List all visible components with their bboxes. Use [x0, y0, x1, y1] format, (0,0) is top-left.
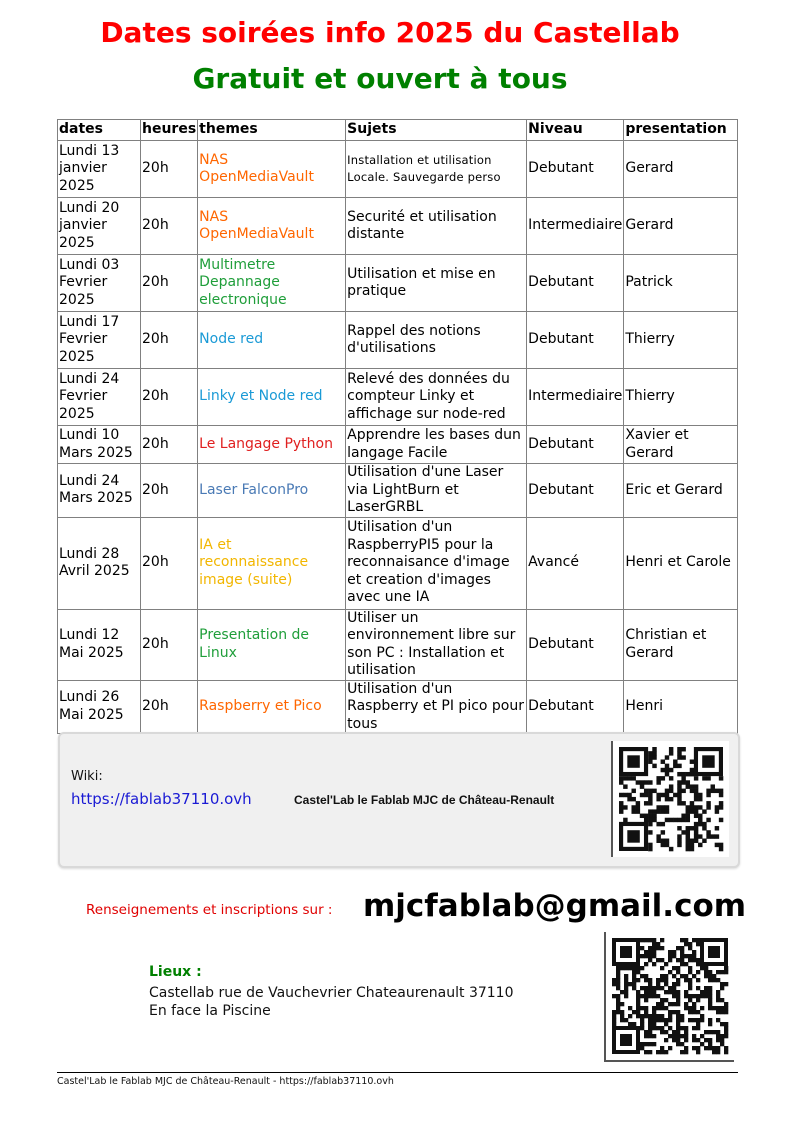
contact-email[interactable]: mjcfablab@gmail.com — [363, 888, 747, 924]
cell-date: Lundi 03 Fevrier 2025 — [58, 255, 141, 312]
table-row — [58, 255, 738, 312]
lieux-address: Castellab rue de Vauchevrier Chateaurenault 37110 — [149, 985, 514, 1001]
cell-sujet: Utilisation d'un Raspberry et PI pico pour tous — [346, 680, 527, 734]
cell-niveau: Intermediaire — [527, 198, 624, 255]
cell-sujet: Relevé des données du compteur Linky et affichage sur node-red — [346, 369, 527, 426]
table-row — [58, 609, 738, 680]
cell-theme: Presentation de Linux — [198, 609, 346, 680]
qr-code-wiki — [611, 741, 729, 857]
cell-theme: Laser FalconPro — [198, 464, 346, 518]
wiki-panel — [58, 732, 740, 868]
table-row — [58, 198, 738, 255]
cell-niveau: Intermediaire — [527, 369, 624, 426]
cell-niveau: Debutant — [527, 680, 624, 734]
cell-niveau: Avancé — [527, 517, 624, 609]
footer-divider — [57, 1072, 738, 1073]
cell-date: Lundi 17 Fevrier 2025 — [58, 312, 141, 369]
cell-sujet: Installation et utilisation Locale. Sauvegarde perso — [346, 141, 527, 198]
cell-date: Lundi 24 Fevrier 2025 — [58, 369, 141, 426]
cell-niveau: Debutant — [527, 426, 624, 464]
lieux-label: Lieux : — [149, 964, 202, 980]
cell-presentation: Henri — [624, 680, 738, 734]
table-header-row — [58, 120, 738, 141]
page-subtitle: Gratuit et ouvert à tous — [192, 62, 568, 95]
table-row — [58, 426, 738, 464]
cell-heure: 20h — [141, 312, 198, 369]
registration-label: Renseignements et inscriptions sur : — [86, 902, 333, 918]
cell-heure: 20h — [141, 369, 198, 426]
column-header-presentation: presentation — [624, 120, 738, 141]
cell-presentation: Gerard — [624, 141, 738, 198]
cell-theme: IA et reconnaissance image (suite) — [198, 517, 346, 609]
column-header-niveau: Niveau — [527, 120, 624, 141]
cell-niveau: Debutant — [527, 255, 624, 312]
table-row — [58, 312, 738, 369]
cell-theme: NAS OpenMediaVault — [198, 141, 346, 198]
qr-code-contact — [604, 932, 734, 1062]
cell-sujet: Apprendre les bases dun langage Facile — [346, 426, 527, 464]
cell-heure: 20h — [141, 517, 198, 609]
cell-presentation: Henri et Carole — [624, 517, 738, 609]
cell-niveau: Debutant — [527, 464, 624, 518]
cell-heure: 20h — [141, 198, 198, 255]
schedule-table — [57, 119, 738, 734]
cell-heure: 20h — [141, 609, 198, 680]
cell-presentation: Thierry — [624, 369, 738, 426]
cell-heure: 20h — [141, 255, 198, 312]
column-header-sujets: Sujets — [346, 120, 527, 141]
cell-niveau: Debutant — [527, 141, 624, 198]
column-header-dates: dates — [58, 120, 141, 141]
cell-heure: 20h — [141, 426, 198, 464]
column-header-heures: heures — [141, 120, 198, 141]
table-row — [58, 141, 738, 198]
cell-niveau: Debutant — [527, 609, 624, 680]
cell-sujet: Utilisation d'une Laser via LightBurn et LaserGRBL — [346, 464, 527, 518]
cell-date: Lundi 20 janvier 2025 — [58, 198, 141, 255]
cell-niveau: Debutant — [527, 312, 624, 369]
cell-sujet: Utilisation et mise en pratique — [346, 255, 527, 312]
cell-sujet: Rappel des notions d'utilisations — [346, 312, 527, 369]
cell-theme: Raspberry et Pico — [198, 680, 346, 734]
footer-text: Castel'Lab le Fablab MJC de Château-Renault - https://fablab37110.ovh — [57, 1076, 394, 1087]
cell-date: Lundi 12 Mai 2025 — [58, 609, 141, 680]
cell-presentation: Xavier et Gerard — [624, 426, 738, 464]
cell-presentation: Patrick — [624, 255, 738, 312]
cell-heure: 20h — [141, 680, 198, 734]
cell-date: Lundi 26 Mai 2025 — [58, 680, 141, 734]
cell-theme: Node red — [198, 312, 346, 369]
cell-presentation: Thierry — [624, 312, 738, 369]
fablab-name: Castel'Lab le Fablab MJC de Château-Renault — [294, 793, 555, 807]
cell-heure: 20h — [141, 464, 198, 518]
table-row — [58, 464, 738, 518]
wiki-link[interactable]: https://fablab37110.ovh — [71, 790, 252, 808]
cell-presentation: Gerard — [624, 198, 738, 255]
cell-theme: Linky et Node red — [198, 369, 346, 426]
cell-date: Lundi 24 Mars 2025 — [58, 464, 141, 518]
cell-theme: Le Langage Python — [198, 426, 346, 464]
column-header-themes: themes — [198, 120, 346, 141]
table-row — [58, 680, 738, 734]
cell-date: Lundi 10 Mars 2025 — [58, 426, 141, 464]
cell-theme: Multimetre Depannage electronique — [198, 255, 346, 312]
cell-sujet: Utiliser un environnement libre sur son PC : Installation et utilisation — [346, 609, 527, 680]
cell-sujet: Utilisation d'un RaspberryPI5 pour la reconnaisance d'image et creation d'images avec une IA — [346, 517, 527, 609]
cell-heure: 20h — [141, 141, 198, 198]
cell-theme: NAS OpenMediaVault — [198, 198, 346, 255]
table-row — [58, 369, 738, 426]
cell-presentation: Christian et Gerard — [624, 609, 738, 680]
lieux-landmark: En face la Piscine — [149, 1003, 271, 1019]
wiki-label: Wiki: — [71, 769, 103, 784]
cell-date: Lundi 13 janvier 2025 — [58, 141, 141, 198]
table-row — [58, 517, 738, 609]
cell-sujet: Securité et utilisation distante — [346, 198, 527, 255]
cell-presentation: Eric et Gerard — [624, 464, 738, 518]
page-title: Dates soirées info 2025 du Castellab — [100, 16, 680, 49]
cell-date: Lundi 28 Avril 2025 — [58, 517, 141, 609]
